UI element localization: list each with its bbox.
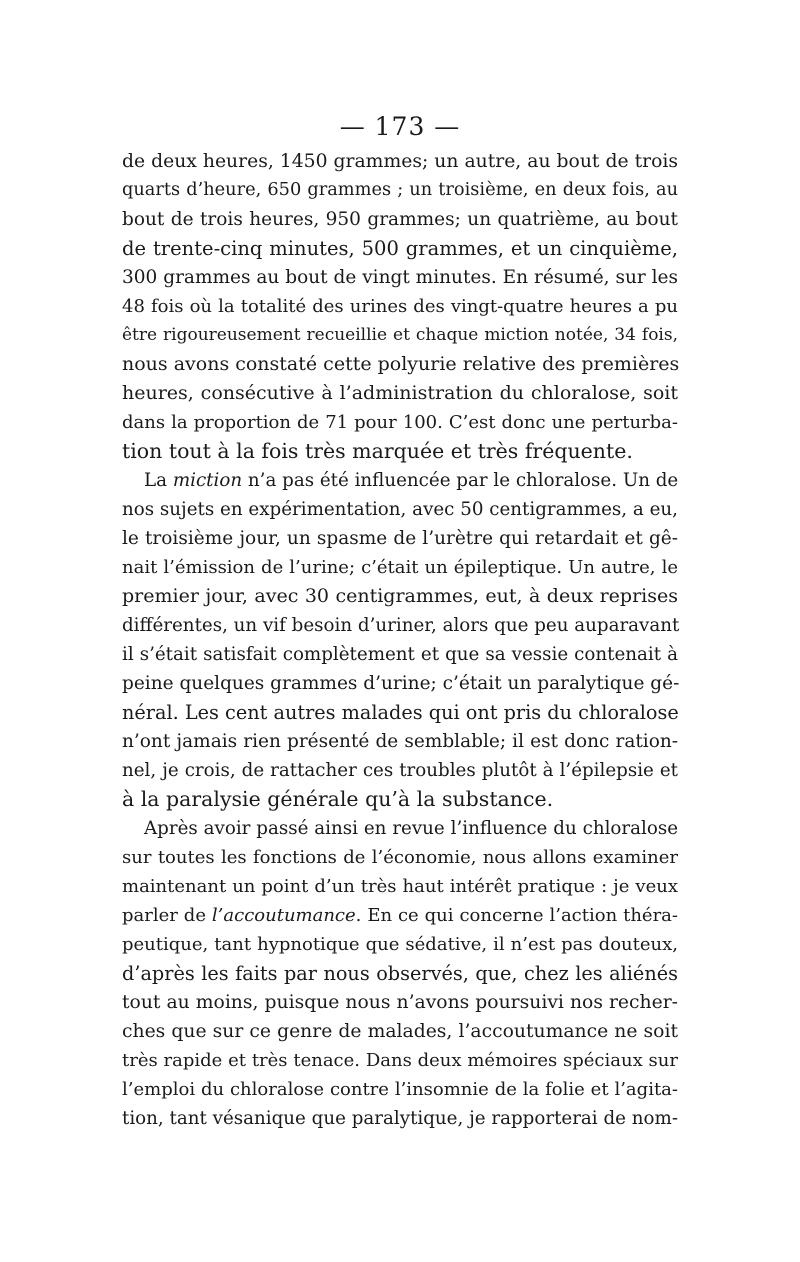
text-line (122, 1075, 678, 1104)
text-line (122, 901, 678, 930)
text-line (122, 959, 678, 988)
text-line (122, 1046, 678, 1075)
text-line (122, 147, 678, 176)
text-segment: dans la proportion de 71 pour 100. C’est donc une perturba- (122, 412, 678, 433)
body-text (122, 147, 678, 1133)
text-segment: nait l’émission de l’urine; c’était un épileptique. Un autre, le (122, 557, 678, 578)
text-segment: tion, tant vésanique que paralytique, je rapporterai de nom- (122, 1108, 678, 1129)
text-segment: n’a pas été influencée par le chloralose. Un de (242, 470, 679, 491)
text-line (122, 437, 678, 466)
text-segment: quarts d’heure, 650 grammes ; un troisième, en deux fois, au (122, 180, 678, 200)
text-segment: de trente-cinq minutes, 500 grammes, et un cinquième, (122, 237, 678, 260)
text-segment: tout au moins, puisque nous n’avons poursuivi nos recher- (122, 992, 678, 1013)
text-line (122, 640, 678, 669)
italic-term: miction (172, 470, 243, 491)
text-line (122, 408, 678, 437)
text-line (122, 553, 678, 582)
text-line (122, 292, 678, 321)
text-segment: peine quelques grammes d’urine; c’était un paralytique gé- (122, 673, 680, 694)
text-segment: 48 fois où la totalité des urines des vingt-quatre heures a pu (122, 296, 678, 317)
text-line (122, 785, 678, 814)
text-line (122, 176, 678, 205)
text-segment: très rapide et très tenace. Dans deux mémoires spéciaux sur (122, 1050, 678, 1071)
text-line (122, 872, 678, 901)
text-line (122, 495, 678, 524)
text-line (122, 1104, 678, 1133)
text-segment: Après avoir passé ainsi en revue l’influence du chloralose (144, 818, 678, 839)
text-segment: n’ont jamais rien présenté de semblable; il est donc ration- (122, 731, 678, 752)
text-line (122, 930, 678, 959)
text-line (122, 205, 678, 234)
text-line (122, 379, 678, 408)
text-line (122, 611, 678, 640)
text-line (122, 524, 678, 553)
italic-term: l’accoutumance (211, 905, 356, 926)
text-line (122, 669, 678, 698)
text-line (122, 814, 678, 843)
text-segment: ches que sur ce genre de malades, l’accoutumance ne soit (122, 1021, 678, 1042)
text-segment: bout de trois heures, 950 grammes; un quatrième, au bout (122, 209, 678, 230)
text-segment: premier jour, avec 30 centigrammes, eut, à deux reprises (122, 585, 678, 607)
text-line (122, 988, 678, 1017)
text-segment: le troisième jour, un spasme de l’urètre qui retardait et gê- (122, 528, 678, 549)
text-segment: . En ce qui concerne l’action théra- (355, 905, 678, 926)
text-line (122, 756, 678, 785)
text-segment: La (144, 470, 173, 491)
text-segment: tion tout à la fois très marquée et très fréquente. (122, 439, 633, 463)
text-line (122, 263, 678, 292)
text-line (122, 582, 678, 611)
text-segment: être rigoureusement recueillie et chaque miction notée, 34 fois, (122, 325, 678, 345)
text-line (122, 727, 678, 756)
page-number: — 173 — (339, 112, 461, 141)
text-line (122, 843, 678, 872)
text-segment: différentes, un vif besoin d’uriner, alors que peu auparavant (122, 615, 680, 636)
text-line (122, 321, 678, 350)
text-line (122, 466, 678, 495)
text-segment: parler de (122, 905, 212, 926)
text-segment: à la paralysie générale qu’à la substance. (122, 787, 554, 811)
text-segment: nous avons constaté cette polyurie relative des premières (122, 353, 680, 375)
text-segment: néral. Les cent autres malades qui ont pris du chloralose (122, 701, 679, 724)
text-segment: l’emploi du chloralose contre l’insomnie de la folie et l’agita- (122, 1079, 678, 1100)
text-segment: de deux heures, 1450 grammes; un autre, au bout de trois (122, 151, 678, 172)
text-segment: sur toutes les fonctions de l’économie, nous allons examiner (122, 847, 678, 868)
text-segment: maintenant un point d’un très haut intérêt pratique : je veux (122, 876, 678, 897)
text-line (122, 698, 678, 727)
text-segment: peutique, tant hypnotique que sédative, il n’est pas douteux, (122, 934, 678, 955)
text-segment: heures, consécutive à l’administration du chloralose, soit (122, 382, 678, 404)
text-segment: nos sujets en expérimentation, avec 50 centigrammes, a eu, (122, 499, 678, 520)
text-segment: d’après les faits par nous observés, que, chez les aliénés (122, 962, 678, 985)
text-line (122, 1017, 678, 1046)
text-segment: nel, je crois, de rattacher ces troubles plutôt à l’épilepsie et (122, 760, 678, 781)
text-segment: il s’était satisfait complètement et que sa vessie contenait à (122, 644, 678, 665)
text-line (122, 350, 678, 379)
text-segment: 300 grammes au bout de vingt minutes. En résumé, sur les (122, 267, 678, 288)
text-line (122, 234, 678, 263)
